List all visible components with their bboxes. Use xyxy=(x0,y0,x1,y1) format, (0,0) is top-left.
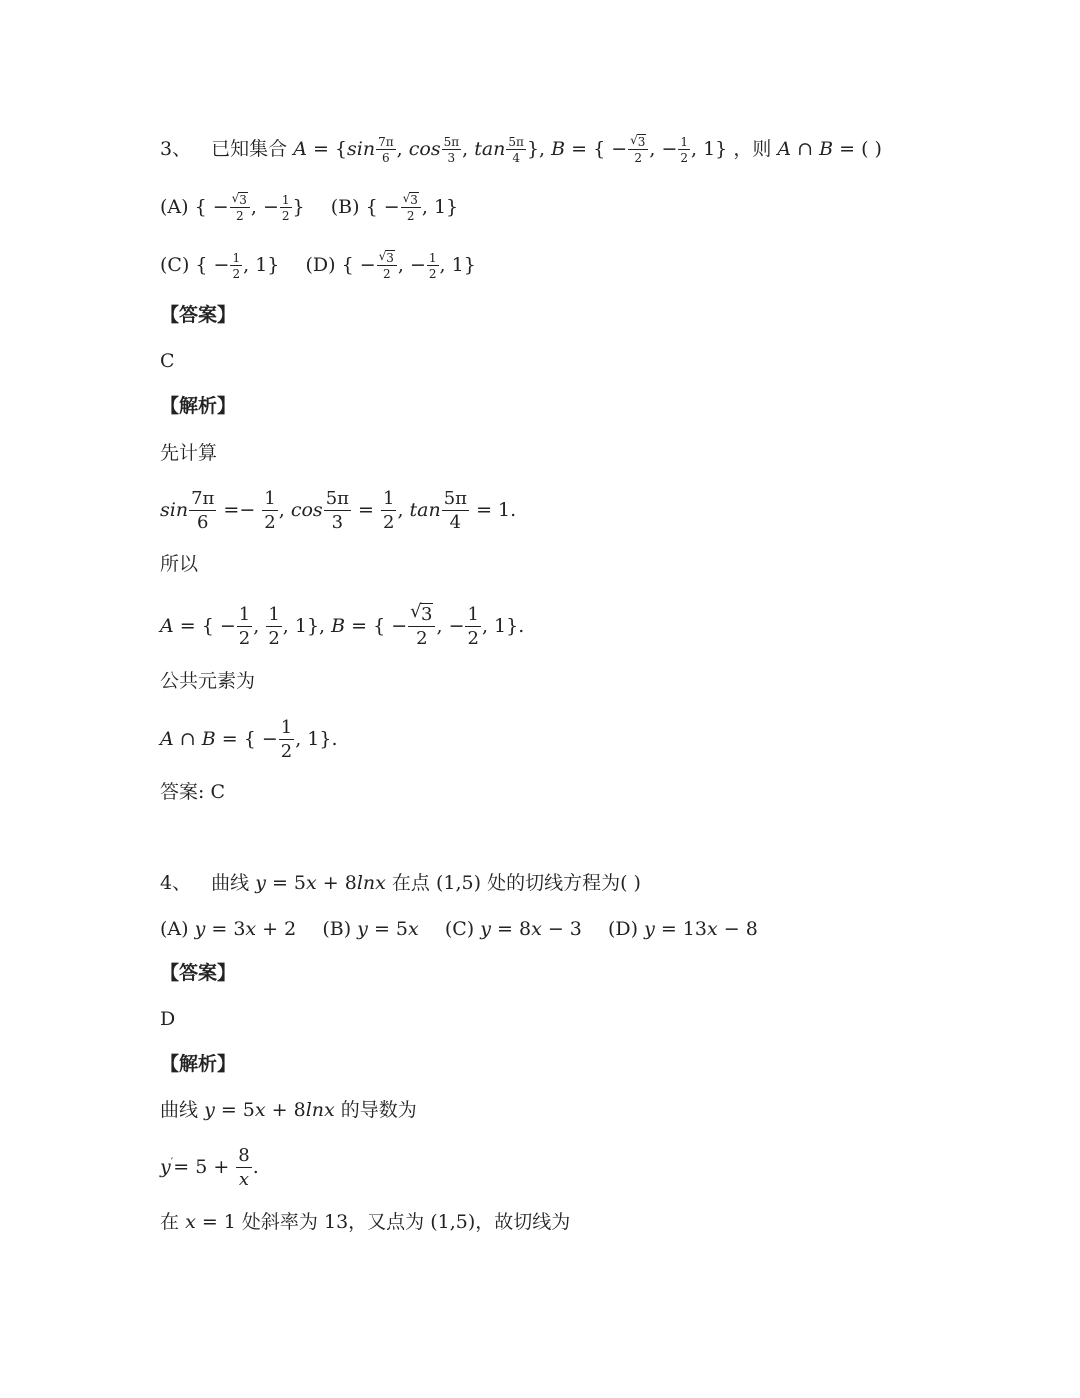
q4-options xyxy=(160,916,758,942)
q4-option-b-label: (B) xyxy=(322,918,352,940)
q3-step1: 先计算 xyxy=(160,442,218,464)
q3-answer: C xyxy=(160,350,175,372)
q4-deriv-curve: y = 5x + 8lnx xyxy=(204,1099,335,1121)
q3-step3-formula: A ∩ B = { − $\frac{1}{2}$ , 1}. xyxy=(160,717,338,762)
q3-stem-prefix: 已知集合 xyxy=(211,138,288,160)
q4-stem-suffix: 处的切线方程为( ) xyxy=(487,872,641,894)
q4-number: 4、 xyxy=(160,872,192,894)
q4-option-a-label: (A) xyxy=(160,918,189,940)
q4-slope-prefix: 在 xyxy=(160,1211,180,1233)
q3-analysis-heading: 【解析】 xyxy=(160,395,237,417)
q4-derivative-intro xyxy=(160,1097,417,1123)
q4-slope-line xyxy=(160,1209,570,1235)
q4-answer-heading: 【答案】 xyxy=(160,962,237,984)
q4-slope-suffix2: ，故切线为 xyxy=(475,1211,571,1233)
q4-option-c: y = 8x − 3 xyxy=(480,918,582,940)
q3-set-a: A = {sin $\frac{7\pi}{6}$ , cos $\frac{5\pi}{3}$ , tan $\frac{5\pi}{4}$ }, B = { − √ $\frac{3}{2}$ , − $\frac{1}{2}$ , 1} xyxy=(293,138,727,160)
q4-slope-point: (1,5) xyxy=(430,1211,476,1233)
q4-derivative-formula: y′= 5 + $\frac{8}{x}$ . xyxy=(160,1145,259,1190)
q4-stem-prefix: 曲线 xyxy=(211,872,250,894)
q4-deriv-suffix: 的导数为 xyxy=(340,1099,417,1121)
q4-stem-mid: 在点 xyxy=(391,872,430,894)
q3-option-b: { − √ $\frac{3}{2}$ , 1} xyxy=(366,196,459,218)
q3-step3: 公共元素为 xyxy=(160,670,256,692)
q4-stem xyxy=(160,870,641,896)
q4-point: (1,5) xyxy=(435,872,482,894)
q4-option-c-label: (C) xyxy=(444,918,475,940)
q3-option-a: { − √ $\frac{3}{2}$ , − $\frac{1}{2}$ } xyxy=(195,196,305,218)
q4-slope-x: x = 1 xyxy=(185,1211,236,1233)
q4-curve: y = 5x + 8lnx xyxy=(255,872,386,894)
q3-stem-suffix: ，则 xyxy=(733,138,772,160)
q3-intersection: A ∩ B = ( ) xyxy=(777,138,882,160)
q3-final-answer: 答案: C xyxy=(160,781,225,803)
q3-stem xyxy=(160,136,882,164)
q4-option-b: y = 5x xyxy=(357,918,419,940)
q3-option-a-label: (A) xyxy=(160,196,189,218)
q4-option-d-label: (D) xyxy=(607,918,639,940)
q4-answer: D xyxy=(160,1008,176,1030)
q3-option-b-label: (B) xyxy=(330,196,360,218)
q3-answer-heading: 【答案】 xyxy=(160,304,237,326)
q3-step2: 所以 xyxy=(160,553,199,575)
q3-step2-formula: A = { − $\frac{1}{2}$ , $\frac{1}{2}$ , 1}, B = { − √ $\frac{3}{2}$ , − $\frac{1}{2}$ , 1}. xyxy=(160,606,524,648)
q3-option-c-label: (C) xyxy=(160,254,190,276)
q4-slope-mid: 处斜率为 xyxy=(241,1211,318,1233)
q3-option-c: { − $\frac{1}{2}$ , 1} xyxy=(195,251,280,281)
q3-options-cd xyxy=(160,252,476,280)
q4-option-a: y = 3x + 2 xyxy=(194,918,297,940)
q4-slope-value: 13 xyxy=(323,1211,349,1233)
q4-analysis-heading: 【解析】 xyxy=(160,1053,237,1075)
q4-option-d: y = 13x − 8 xyxy=(644,918,758,940)
q4-deriv-prefix: 曲线 xyxy=(160,1099,199,1121)
q3-number: 3、 xyxy=(160,138,192,160)
q3-options-ab xyxy=(160,194,458,222)
q4-slope-suffix1: ，又点为 xyxy=(348,1211,425,1233)
q3-option-d-label: (D) xyxy=(305,254,336,276)
q3-option-d: { − √ $\frac{3}{2}$ , − $\frac{1}{2}$ , 1} xyxy=(342,254,476,276)
q3-step1-formula: sin $\frac{7\pi}{6}$ =− $\frac{1}{2}$ , cos $\frac{5\pi}{3}$ = $\frac{1}{2}$ , tan $\frac{5\pi}{4}$ = 1. xyxy=(160,488,517,533)
